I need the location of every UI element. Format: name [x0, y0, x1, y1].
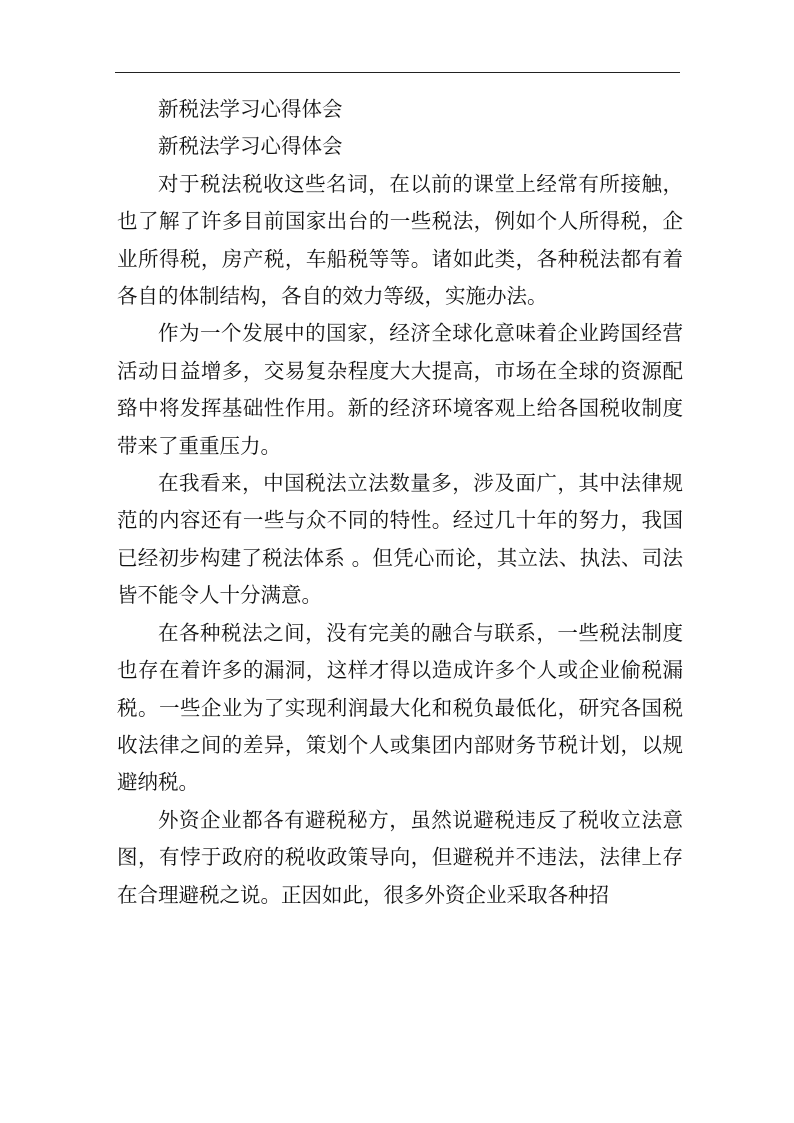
- document-body: [117, 91, 683, 914]
- document-title: 新税法学习心得体会: [158, 97, 343, 121]
- paragraph-4: 在各种税法之间，没有完美的融合与联系，一些税法制度也存在着许多的漏洞，这样才得以造成许多个人或企业偷税漏税。一些企业为了实现利润最大化和税负最低化，研究各国税收法律之间的差异，策划个人或集团内部财务节税计划，以规避纳税。: [117, 620, 683, 795]
- paragraph-3: 在我看来，中国税法立法数量多，涉及面广，其中法律规范的内容还有一些与众不同的特性。经过几十年的努力，我国已经初步构建了税法体系 。但凭心而论，其立法、执法、司法皆不能令人十分满意。: [117, 471, 683, 608]
- document-subtitle: 新税法学习心得体会: [158, 134, 343, 159]
- header-rule: [115, 72, 680, 73]
- paragraph-1: 对于税法税收这些名词，在以前的课堂上经常有所接触，也了解了许多目前国家出台的一些税法，例如个人所得税，企业所得税，房产税，车船税等等。诸如此类，各种税法都有着各自的体制结构，各自的效力等级，实施办法。: [117, 171, 683, 309]
- paragraph-5: 外资企业都各有避税秘方，虽然说避税违反了税收立法意图，有悖于政府的税收政策导向，但避税并不违法，法律上存在合理避税之说。正因如此，很多外资企业采取各种招: [117, 807, 683, 907]
- paragraph-2: 作为一个发展中的国家，经济全球化意味着企业跨国经营活动日益增多，交易复杂程度大大提高，市场在全球的资源配臵中将发挥基础性作用。新的经济环境客观上给各国税收制度带来了重重压力。: [117, 321, 683, 458]
